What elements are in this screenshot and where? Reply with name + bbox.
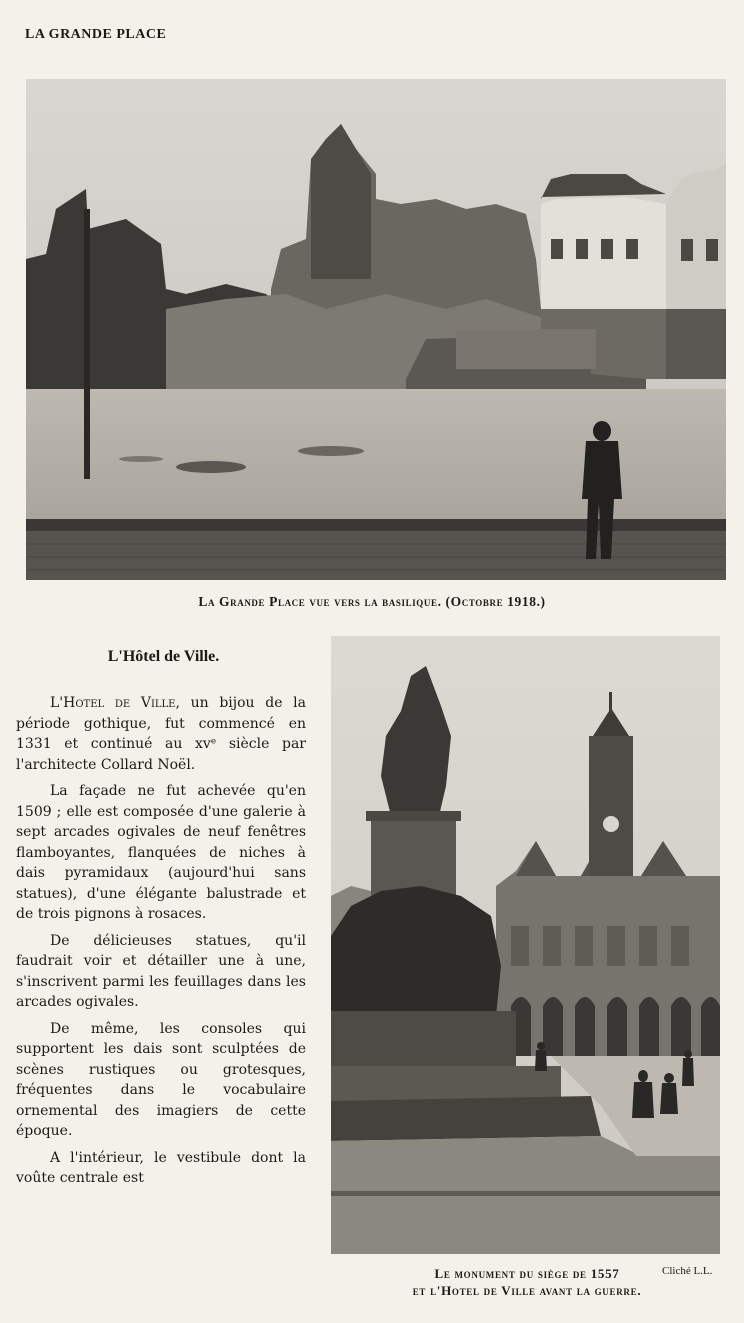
photo-top-caption: La Grande Place vue vers la basilique. (Octobre 1918.): [198, 594, 546, 609]
paragraph-1: [16, 693, 306, 775]
paragraph-2: La façade ne fut achevée qu'en 1509 ; elle est composée d'une galerie à sept arcades ogivales de neuf fenêtres flamboyantes, flanquées de niches à dais pyramidaux (aujourd'hui sans statues), d'une élégante balustrade et de trois pignons à rosaces.: [16, 783, 306, 922]
photo-right-caption-line-1: Le monument du siège de 1557: [434, 1266, 620, 1281]
paragraph-5: A l'intérieur, le vestibule dont la voûte centrale est: [16, 1149, 306, 1186]
photo-right-caption-line-2: et l'Hotel de Ville avant la guerre.: [412, 1283, 642, 1298]
photo-monument-hotel-de-ville: [331, 636, 720, 1254]
paragraph-4: De même, les consoles qui supportent les dais sont sculptées de scènes rustiques ou grotesques, fréquentes dans le vocabulaire ornemental des imagiers de cette époque.: [16, 1020, 306, 1139]
lead-small-caps: L'Hotel de Ville: [50, 695, 176, 711]
section-title: L'Hôtel de Ville.: [107, 648, 220, 665]
photo-grande-place-ruins: [26, 79, 726, 580]
paragraph-1-rest: , un bijou de la période gothique, fut commencé en 1331 et continué au xvᵉ siècle par l'architecte Collard Noël.: [16, 695, 306, 773]
running-head: LA GRANDE PLACE: [25, 27, 167, 42]
photo-credit: Cliché L.L.: [662, 1265, 713, 1277]
paragraph-3: De délicieuses statues, qu'il faudrait voir et détailler une à une, s'inscrivent parmi les feuillages dans les arcades ogivales.: [16, 932, 306, 1010]
body-text-column: [16, 693, 306, 1195]
